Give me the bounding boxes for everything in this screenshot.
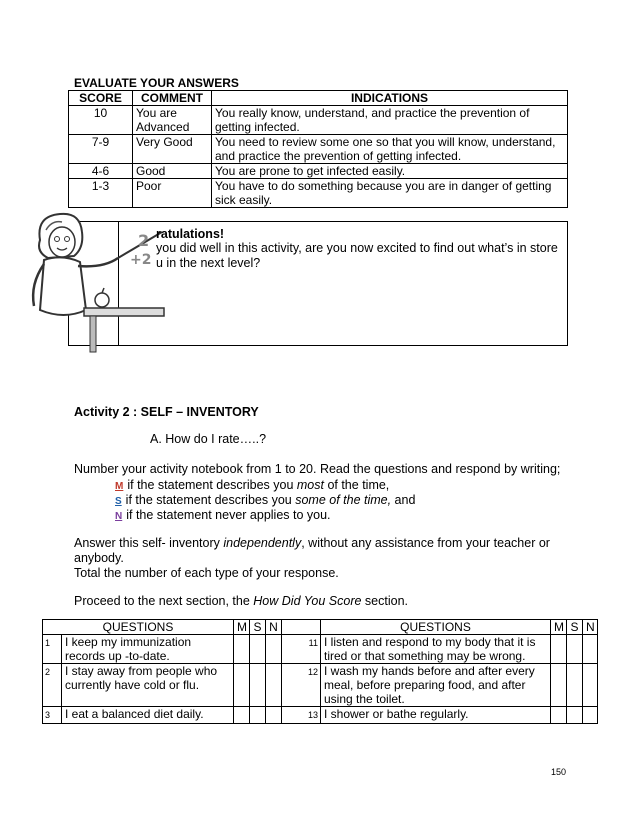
question-text: I listen and respond to my body that it is tired or that something may be wrong.	[321, 635, 551, 664]
legend-text: if the statement never applies to you.	[126, 508, 331, 522]
legend-item-m	[115, 478, 389, 492]
questions-header-row	[43, 620, 598, 635]
congratulations-line: you did well in this activity, are you now excited to find out what’s in store	[156, 241, 558, 255]
answer-s-cell[interactable]	[250, 707, 266, 724]
page-number: 150	[550, 767, 566, 777]
proceed-text: Proceed to the next section, the	[74, 594, 254, 608]
spacer-cell	[282, 620, 321, 635]
answer-emphasis: independently	[223, 536, 302, 550]
evaluate-row	[69, 106, 568, 135]
answer-m-cell[interactable]	[234, 635, 250, 664]
question-number: 13	[282, 707, 321, 724]
proceed-emphasis: How Did You Score	[253, 594, 362, 608]
apple	[95, 293, 109, 307]
question-number: 12	[282, 664, 321, 707]
question-number: 2	[43, 664, 62, 707]
score-cell: 7-9	[69, 135, 133, 164]
answer-text: Answer this self- inventory	[74, 536, 224, 550]
comment-cell: You are Advanced	[133, 106, 212, 135]
m-header: M	[234, 620, 250, 635]
answer-m-cell[interactable]	[551, 707, 567, 724]
answer-m-cell[interactable]	[234, 664, 250, 707]
question-text: I keep my immunization records up -to-date.	[62, 635, 234, 664]
score-cell: 10	[69, 106, 133, 135]
answer-s-cell[interactable]	[250, 664, 266, 707]
questions-table	[42, 619, 598, 724]
legend-emphasis: some of the time,	[295, 493, 392, 507]
question-text: I shower or bathe regularly.	[321, 707, 551, 724]
questions-header: QUESTIONS	[43, 620, 234, 635]
proceed-text: section.	[361, 594, 409, 608]
answer-m-cell[interactable]	[551, 664, 567, 707]
answer-s-cell[interactable]	[567, 664, 583, 707]
answer-s-cell[interactable]	[250, 635, 266, 664]
arm-shape	[78, 258, 118, 266]
table-row	[43, 664, 598, 707]
indication-cell: You have to do something because you are in danger of getting sick easily.	[212, 179, 568, 208]
table-row	[43, 635, 598, 664]
comment-cell: Good	[133, 164, 212, 179]
evaluate-row	[69, 164, 568, 179]
indication-cell: You need to review some one so that you will know, understand, and practice the prevention of getting infected.	[212, 135, 568, 164]
desk-leg	[90, 316, 96, 352]
question-text: I wash my hands before and after every meal, before preparing food, and after using the toilet.	[321, 664, 551, 707]
answer-n-cell[interactable]	[266, 635, 282, 664]
question-text: I eat a balanced diet daily.	[62, 707, 234, 724]
legend-text: if the statement describes you	[125, 493, 296, 507]
n-header: N	[583, 620, 598, 635]
activity-subtitle: A. How do I rate…..?	[150, 432, 267, 446]
n-header: N	[266, 620, 282, 635]
answer-m-cell[interactable]	[234, 707, 250, 724]
chalk-plus-two: +2	[130, 252, 152, 268]
apple-stem	[102, 288, 104, 293]
s-header: S	[250, 620, 266, 635]
m-header: M	[551, 620, 567, 635]
legend-item-s	[115, 493, 415, 507]
question-text: I stay away from people who currently have cold or flu.	[62, 664, 234, 707]
evaluate-header-row	[69, 91, 568, 106]
legend-emphasis: most	[296, 478, 324, 492]
congratulations-title: ratulations!	[156, 227, 225, 241]
indication-cell: You are prone to get infected easily.	[212, 164, 568, 179]
legend-letter: S	[115, 496, 122, 507]
instruction-text: Number your activity notebook from 1 to 20. Read the questions and respond by writing;	[74, 462, 561, 476]
answer-n-cell[interactable]	[583, 635, 598, 664]
legend-letter: N	[115, 511, 123, 522]
evaluate-row	[69, 135, 568, 164]
score-header: SCORE	[69, 91, 133, 106]
indication-cell: You really know, understand, and practice the prevention of getting infected.	[212, 106, 568, 135]
answer-n-cell[interactable]	[266, 664, 282, 707]
legend-letter: M	[115, 481, 124, 492]
answer-n-cell[interactable]	[583, 664, 598, 707]
total-instruction: Total the number of each type of your response.	[74, 566, 339, 580]
teacher-illustration	[22, 210, 172, 360]
answer-instruction	[74, 536, 574, 566]
questions-header: QUESTIONS	[321, 620, 551, 635]
answer-text: , without any assistance from your teacher or anybody.	[74, 536, 550, 565]
legend-item-n	[115, 508, 331, 522]
answer-n-cell[interactable]	[583, 707, 598, 724]
evaluate-table	[68, 90, 568, 208]
chalk-two: 2	[138, 231, 150, 250]
evaluate-row	[69, 179, 568, 208]
legend-text: of the time,	[323, 478, 390, 492]
comment-cell: Poor	[133, 179, 212, 208]
question-number: 11	[282, 635, 321, 664]
question-number: 1	[43, 635, 62, 664]
indications-header: INDICATIONS	[212, 91, 568, 106]
table-row	[43, 707, 598, 724]
face-shape	[49, 227, 75, 257]
activity-title: Activity 2 : SELF – INVENTORY	[74, 405, 259, 419]
answer-s-cell[interactable]	[567, 635, 583, 664]
evaluate-title: EVALUATE YOUR ANSWERS	[74, 76, 239, 90]
answer-m-cell[interactable]	[551, 635, 567, 664]
legend-text: and	[391, 493, 416, 507]
score-cell: 1-3	[69, 179, 133, 208]
score-cell: 4-6	[69, 164, 133, 179]
s-header: S	[567, 620, 583, 635]
desk-top	[84, 308, 164, 316]
comment-cell: Very Good	[133, 135, 212, 164]
congratulations-line: u in the next level?	[156, 256, 261, 270]
proceed-instruction	[74, 594, 574, 609]
legend-text: if the statement describes you	[127, 478, 297, 492]
comment-header: COMMENT	[133, 91, 212, 106]
answer-n-cell[interactable]	[266, 707, 282, 724]
answer-s-cell[interactable]	[567, 707, 583, 724]
question-number: 3	[43, 707, 62, 724]
